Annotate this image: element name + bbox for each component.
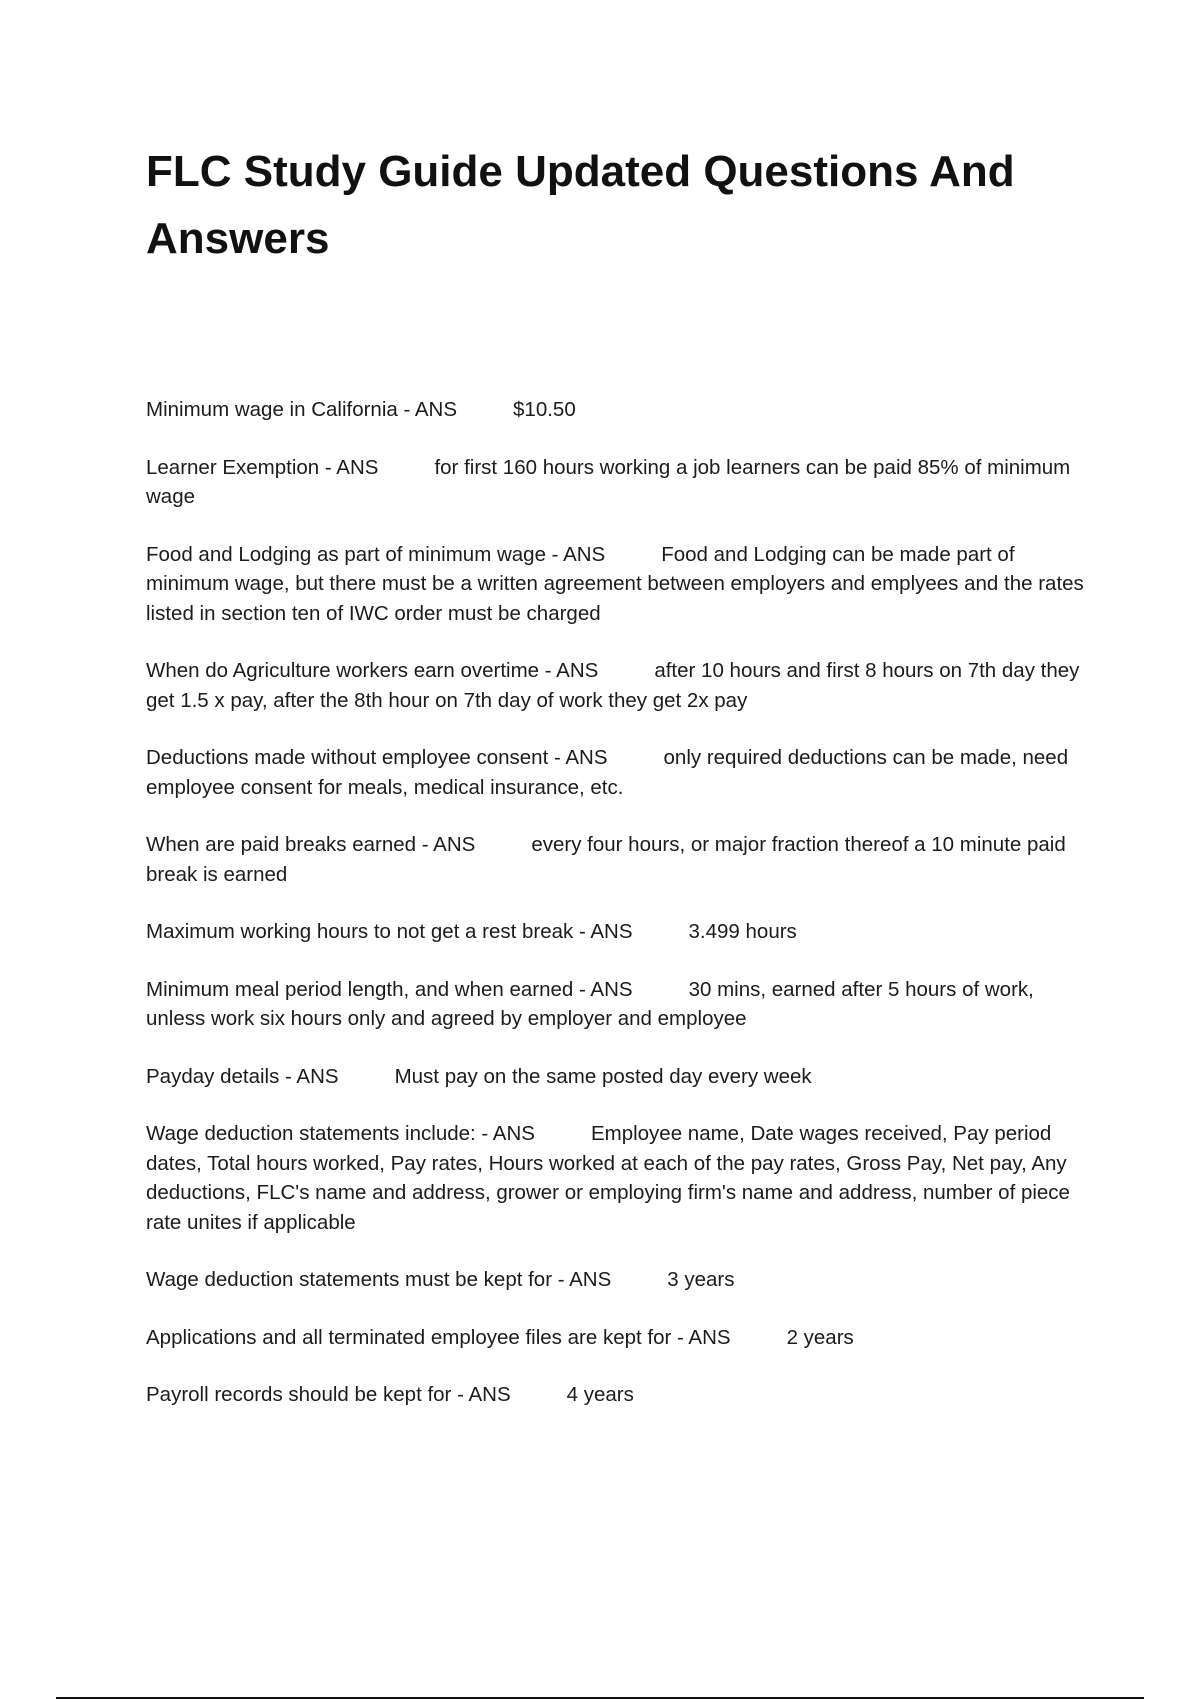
qa-item (146, 540, 1096, 629)
question-text: Minimum wage in California - ANS (146, 398, 458, 421)
question-text: Maximum working hours to not get a rest break - ANS (146, 920, 633, 943)
answer-text: 3 years (667, 1268, 735, 1291)
qa-item (146, 395, 1096, 425)
qa-item (146, 743, 1096, 802)
question-text: Payroll records should be kept for - ANS (146, 1383, 511, 1406)
answer-text: every four hours, or major fraction thereof a 10 minute paid break is earned (146, 833, 1066, 886)
footer-divider (56, 1697, 1144, 1699)
answer-text: 30 mins, earned after 5 hours of work, unless work six hours only and agreed by employer and employee (146, 977, 1034, 1030)
question-text: When are paid breaks earned - ANS (146, 833, 476, 856)
qa-item (146, 453, 1096, 512)
qa-item (146, 1265, 1096, 1295)
question-text: Food and Lodging as part of minimum wage - ANS (146, 542, 606, 566)
answer-text: Employee name, Date wages received, Pay period dates, Total hours worked, Pay rates, Hours worked at each of the pay rates, Gross Pay, Net pay, Any deductions, FLC's name and address, grower or employing firm's name and address, number of piece rate unites if applicable (146, 1122, 1070, 1234)
qa-item (146, 1323, 1096, 1353)
question-text: Payday details - ANS (146, 1064, 339, 1088)
qa-item (146, 830, 1096, 889)
qa-item (146, 917, 1096, 947)
qa-item (146, 656, 1096, 715)
answer-text: Must pay on the same posted day every week (394, 1064, 812, 1088)
qa-item (146, 1119, 1096, 1237)
question-text: Minimum meal period length, and when earned - ANS (146, 977, 633, 1001)
page-title: FLC Study Guide Updated Questions And Answers (146, 147, 1015, 263)
answer-text: 2 years (786, 1325, 854, 1349)
qa-item (146, 975, 1096, 1034)
question-text: Wage deduction statements include: - ANS (146, 1122, 535, 1145)
qa-list (146, 395, 1096, 1438)
answer-text: for first 160 hours working a job learners can be paid 85% of minimum wage (146, 455, 1071, 508)
qa-item (146, 1380, 1096, 1410)
answer-text: 4 years (566, 1383, 634, 1406)
question-text: Applications and all terminated employee files are kept for - ANS (146, 1325, 731, 1349)
question-text: Deductions made without employee consent - ANS (146, 746, 608, 769)
answer-text: only required deductions can be made, need employee consent for meals, medical insurance, etc. (146, 746, 1069, 799)
question-text: Learner Exemption - ANS (146, 455, 379, 479)
answer-text: Food and Lodging can be made part of minimum wage, but there must be a written agreement between employers and emplyees and the rates listed in section ten of IWC order must be charged (146, 542, 1084, 625)
answer-text: after 10 hours and first 8 hours on 7th day they get 1.5 x pay, after the 8th hour on 7th day of work they get 2x pay (146, 659, 1080, 712)
question-text: When do Agriculture workers earn overtime - ANS (146, 659, 599, 682)
answer-text: 3.499 hours (688, 920, 797, 943)
qa-item (146, 1062, 1096, 1092)
answer-text: $10.50 (513, 398, 576, 421)
question-text: Wage deduction statements must be kept for - ANS (146, 1268, 612, 1291)
